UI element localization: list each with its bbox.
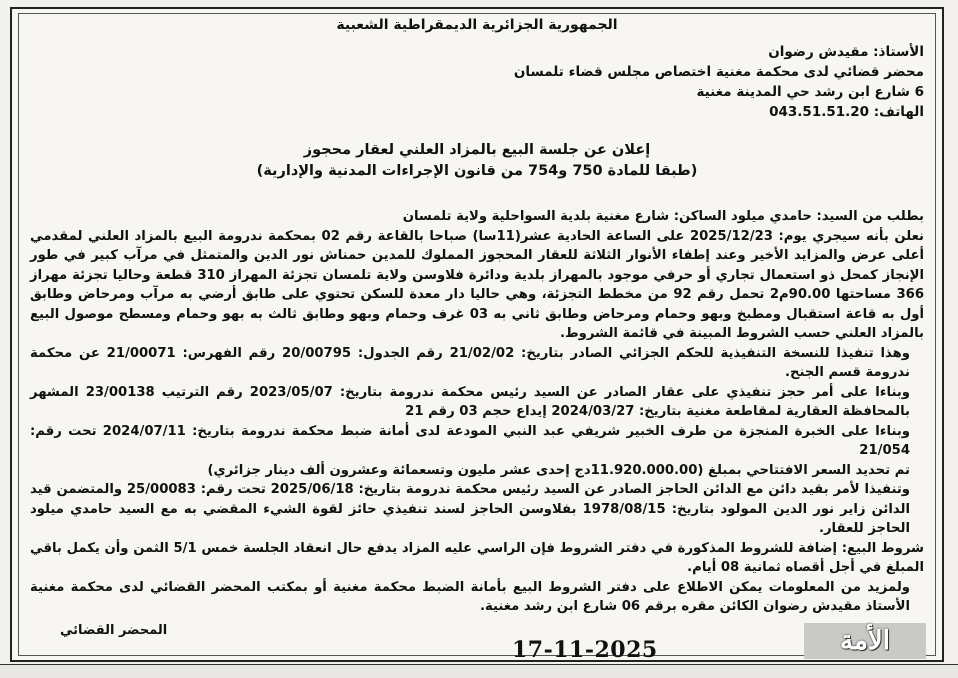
bailiff-office: محضر قضائي لدى محكمة مغنية اختصاص مجلس قضاء تلمسان xyxy=(513,64,924,80)
bailiff-name: الأستاذ: مقيدش رضوان xyxy=(768,44,924,60)
requester-paragraph: بطلب من السيد: حامدي ميلود الساكن: شارع مغنية بلدية السواحلية ولاية تلمسان xyxy=(402,209,924,224)
auction-paragraph: نعلن بأنه سيجري يوم: 2025/12/23 على الساعة الحادية عشر(11سا) صباحا بالقاعة رقم 02 بمحكمة ندرومة البيع بالمزاد العلني لمقدمي أعلى عرض والمزايد الأخير وعند إطفاء الأنوار الثلاثة للعقار المحجوز المملوك للمدين حمناش نور الدين والمتمثل في مرآب كبير في طور الإنجاز كمحل ذو استعمال تجاري أو حرفي موجود بالمهراز بلدية ودائرة فلاوسن ولاية تلمسان تجزئة المهراز 310 قطعة وحاليا تجزئة مهراز 366 مساحتها 90.00م2 تحمل رقم 92 من مخطط التجزئة، وهي حاليا دار معدة للسكن تحتوي على طابق أرضي به مرآب ومرحاض وطابق أول به قاعة استقبال ومطبخ وبهو وحمام ومرحاض وطابق ثاني به 03 غرف وحمام وبهو وطابق ثالث به بهو وحمام ومسطح موصول البيع بالمزاد العلني حسب الشروط المبينة في قائمة الشروط. xyxy=(30,228,925,341)
more-info-paragraph: ولمزيد من المعلومات يمكن الاطلاع على دفتر الشروط البيع بأمانة الضبط محكمة مغنية أو بمكتب المحضر القضائي لدى محكمة مغنية الأستاذ مقيدش رضوان الكائن مقره برقم 06 شارع ابن رشد مغنية. xyxy=(30,579,910,614)
creditor-paragraph: وتنفيذا لأمر بقيد دائن مع الدائن الحاجز الصادر عن السيد رئيس محكمة ندرومة بتاريخ: 2025/06/18 تحت رقم: 25/00083 والمتضمن قيد الدائن زاير نور الدين المولود بتاريخ: 1978/08/15 بفلاوسن الحاجز لسند تنفيذي حائز لقوة الشيء المقضي به مع السيد حامدي ميلود الحاجز للعقار. xyxy=(30,482,910,536)
opening-price-paragraph: تم تحديد السعر الافتتاحي بمبلغ (11.920.000.00دج إحدى عشر مليون وتسعمائة وعشرون ألف دينار جزائري) xyxy=(207,462,910,478)
newspaper-logo xyxy=(804,623,926,659)
expertise-paragraph: وبناءا على الخبرة المنجزة من طرف الخبير شريفي عبد النبي المودعة لدى أمانة ضبط محكمة ندرومة بتاريخ: 2024/07/11 تحت رقم: 21/054 xyxy=(30,423,910,458)
legal-notice-frame xyxy=(10,7,944,662)
signature-label: المحضر القضائي xyxy=(60,623,168,638)
bailiff-address: 6 شارع ابن رشد حي المدينة مغنية xyxy=(696,84,924,100)
notice-subtitle: (طبقا للمادة 750 و754 من قانون الإجراءات المدنية والإدارية) xyxy=(256,163,698,179)
publication-date: 17-11-2025 xyxy=(512,637,658,663)
notice-title: إعلان عن جلسة البيع بالمزاد العلني لعقار محجوز xyxy=(303,142,651,158)
judgment-paragraph: وهذا تنفيذا للنسخة التنفيذية للحكم الجزائي الصادر بتاريخ: 21/02/02 رقم الجدول: 20/00795 رقم الفهرس: 21/00071 عن محكمة ندرومة قسم الجنح. xyxy=(30,345,911,380)
seizure-paragraph: وبناءا على أمر حجز تنفيذي على عقار الصادر عن السيد رئيس محكمة ندرومة بتاريخ: 2023/05/07 رقم الترتيب 23/00138 المشهر بالمحافظة العقارية لمقاطعة مغنية بتاريخ: 2024/03/27 إيداع حجم 03 رقم 21 xyxy=(30,384,911,419)
sale-conditions-paragraph: شروط البيع: إضافة للشروط المذكورة في دفتر الشروط فإن الراسي عليه المزاد يدفع حال انعقاد الجلسة خمس 5/1 الثمن وأن يكمل باقي المبلغ في أجل أقصاه ثمانية 08 أيام. xyxy=(30,540,924,575)
bailiff-phone: الهاتف: 043.51.51.20 xyxy=(769,104,924,120)
newspaper-logo-text: الأمة xyxy=(840,626,890,656)
page-bottom-strip xyxy=(0,664,958,678)
republic-heading: الجمهورية الجزائرية الديمقراطية الشعبية xyxy=(336,17,618,33)
notice-body xyxy=(30,207,924,617)
